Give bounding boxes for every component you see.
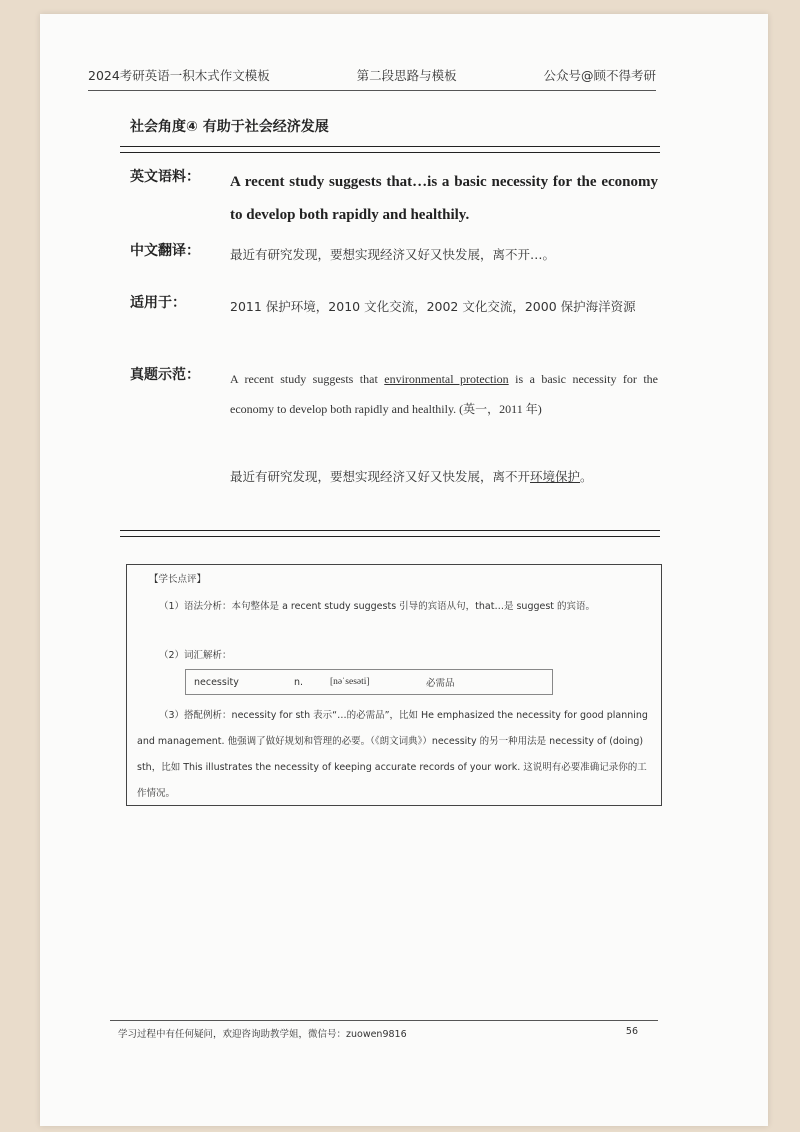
footer-note: 学习过程中有任何疑问，欢迎咨询助教学姐，微信号：zuowen9816 xyxy=(118,1029,407,1040)
example-zh-before: 最近有研究发现，要想实现经济又好又快发展，离不开 xyxy=(230,469,531,484)
applicable-text: 2011 保护环境，2010 文化交流，2002 文化交流，2000 保护海洋资源 xyxy=(230,299,636,314)
vocab-table xyxy=(185,669,553,695)
example-row xyxy=(130,364,660,524)
vocab-pos: n. xyxy=(294,676,304,688)
bottom-double-rule xyxy=(120,530,660,537)
top-double-rule xyxy=(120,146,660,153)
vocab-meaning: 必需品 xyxy=(426,678,455,689)
running-header xyxy=(88,66,656,91)
example-en-before: A recent study suggests that xyxy=(230,372,385,386)
example-en-underlined: environmental protection xyxy=(384,372,509,386)
chinese-translation-label: 中文翻译： xyxy=(130,243,200,259)
example-label: 真题示范： xyxy=(130,367,200,383)
page-footer xyxy=(118,1026,638,1040)
comment-collocation: （3）搭配例析：necessity for sth 表示“…的必需品”，比如 He emphasized the necessity for good planning and management. 他强调了做好规划和管理的必要。（《朗文词典》）necessity 的另一种用法是 necessity of (doing) sth，比如 This illustrates the necessity of keeping accurate records of your work. 这说明有必要准确记录你的工作情况。 xyxy=(137,710,648,799)
footer-rule xyxy=(110,1020,658,1021)
header-center: 第二段思路与模板 xyxy=(356,68,457,83)
section-title: 社会角度④ 有助于社会经济发展 xyxy=(130,119,329,135)
chinese-translation-text: 最近有研究发现，要想实现经济又好又快发展，离不开…。 xyxy=(230,247,556,262)
example-english-text xyxy=(230,364,658,424)
example-zh-underlined: 环境保护 xyxy=(530,469,581,484)
english-corpus-row xyxy=(130,166,660,236)
senior-comment-box xyxy=(126,564,662,806)
example-zh-after: 。 xyxy=(580,469,593,484)
applicable-row xyxy=(130,292,660,352)
english-corpus-text: A recent study suggests that…is a basic necessity for the economy to develop both rapidly and healthily. xyxy=(230,174,658,223)
vocab-word: necessity xyxy=(194,676,239,688)
vocab-phonetic: [nəˈsesəti] xyxy=(330,677,370,687)
chinese-translation-row xyxy=(130,240,660,270)
example-en-after: is a basic necessity for the economy to develop both rapidly and healthily. (英一，2011 年) xyxy=(230,372,659,416)
applicable-label: 适用于： xyxy=(130,295,186,311)
page-number: 56 xyxy=(625,1026,638,1037)
english-corpus-label: 英文语料： xyxy=(130,169,200,185)
comment-vocab-heading: （2）词汇解析： xyxy=(159,650,232,661)
example-chinese-text xyxy=(230,462,658,492)
header-left: 2024考研英语一积木式作文模板 xyxy=(88,68,270,83)
comment-title: 【学长点评】 xyxy=(149,574,207,585)
comment-grammar: （1）语法分析：本句整体是 a recent study suggests 引导的宾语从句，that…是 suggest 的宾语。 xyxy=(159,601,596,612)
header-right: 公众号@顾不得考研 xyxy=(543,68,656,83)
